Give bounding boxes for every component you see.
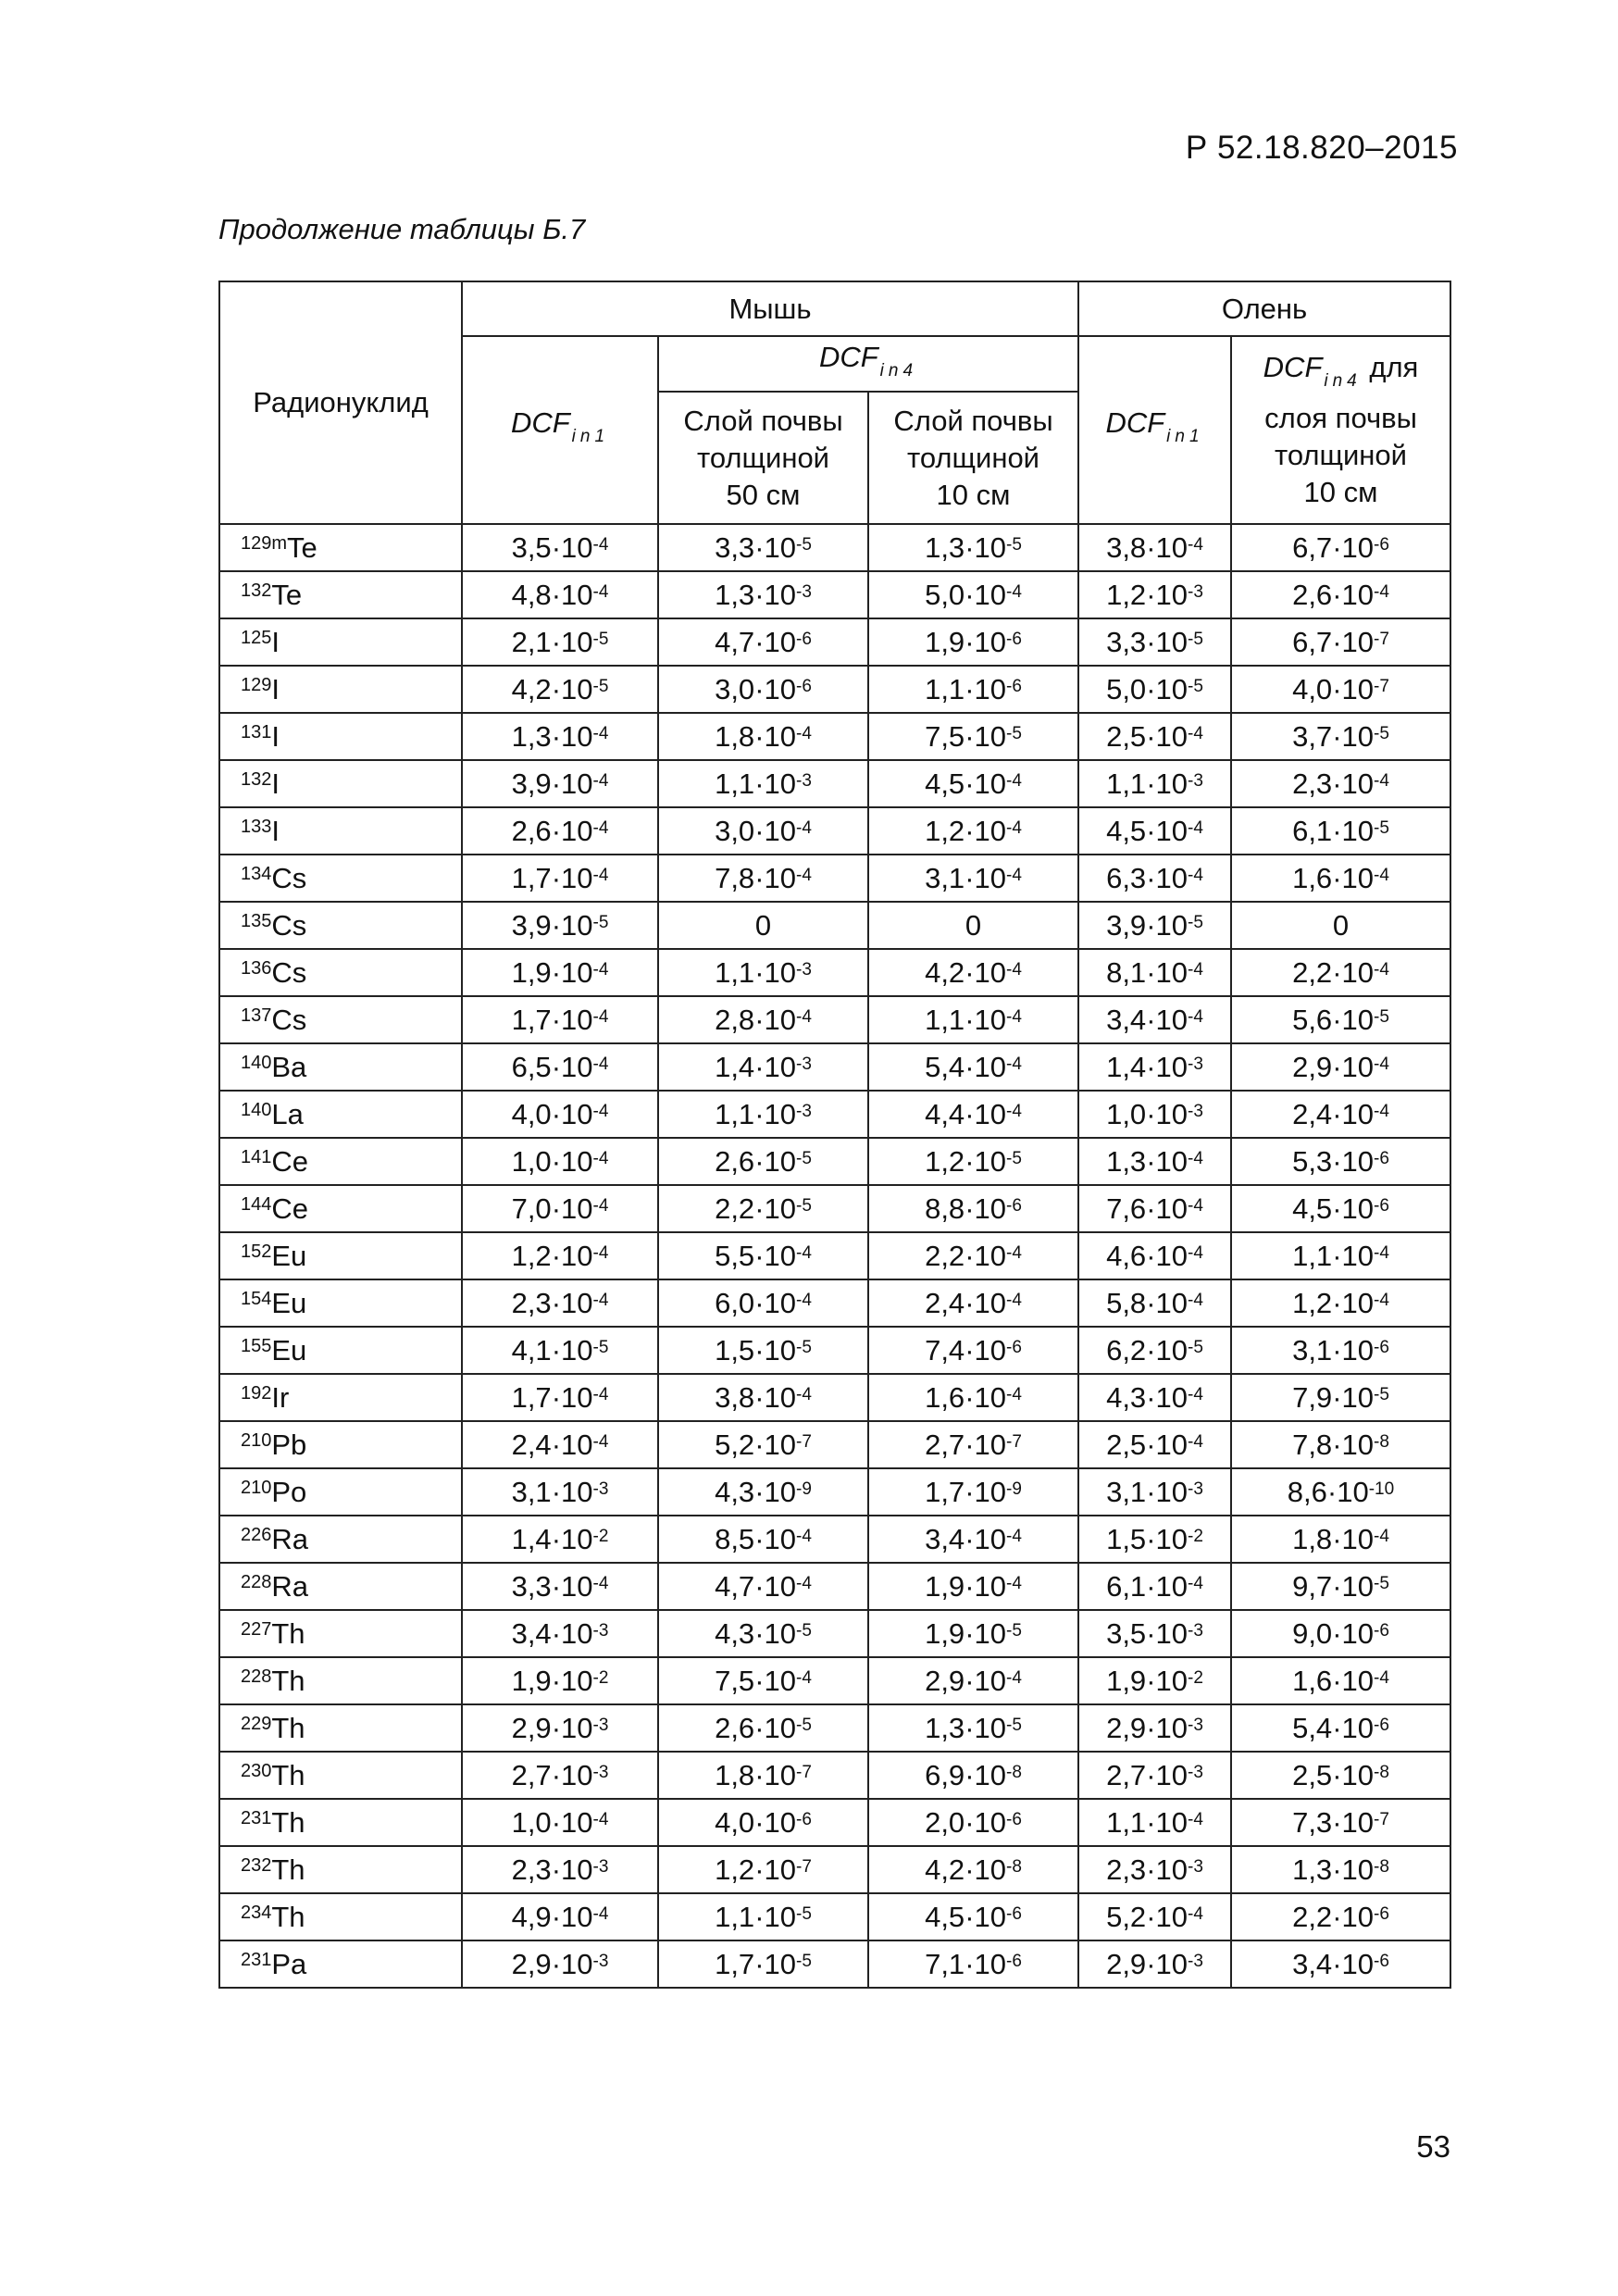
value-cell: $1,4\cdot 10^{-3}$ [658, 1043, 868, 1091]
value-cell: $6,9\cdot 10^{-8}$ [868, 1752, 1078, 1799]
header-radionuclide: Радионуклид [219, 281, 462, 524]
radionuclide-cell: $^{234}$Th [219, 1893, 462, 1940]
radionuclide-cell: $^{136}$Cs [219, 949, 462, 996]
dcf-table [218, 281, 1451, 1989]
value-cell: 0 [868, 902, 1078, 949]
table-row [219, 1185, 1450, 1232]
value-cell: $2,3\cdot 10^{-4}$ [462, 1279, 658, 1327]
table-row [219, 666, 1450, 713]
value-cell: $1,0\cdot 10^{-3}$ [1078, 1091, 1231, 1138]
radionuclide-cell: $^{140}$Ba [219, 1043, 462, 1091]
value-cell: $2,2\cdot 10^{-4}$ [1231, 949, 1450, 996]
value-cell: $4,5\cdot 10^{-4}$ [868, 760, 1078, 807]
value-cell: $1,6\cdot 10^{-4}$ [1231, 1657, 1450, 1704]
value-cell: $5,2\cdot 10^{-4}$ [1078, 1893, 1231, 1940]
value-cell: $5,8\cdot 10^{-4}$ [1078, 1279, 1231, 1327]
value-cell: $2,2\cdot 10^{-5}$ [658, 1185, 868, 1232]
radionuclide-cell: $^{230}$Th [219, 1752, 462, 1799]
value-cell: $2,9\cdot 10^{-4}$ [868, 1657, 1078, 1704]
value-cell: $3,9\cdot 10^{-5}$ [1078, 902, 1231, 949]
table-row [219, 1232, 1450, 1279]
value-cell: $2,7\cdot 10^{-3}$ [462, 1752, 658, 1799]
value-cell: $4,0\cdot 10^{-6}$ [658, 1799, 868, 1846]
table-caption: Продолжение таблицы Б.7 [218, 213, 586, 245]
value-cell: $6,5\cdot 10^{-4}$ [462, 1043, 658, 1091]
value-cell: $2,2\cdot 10^{-4}$ [868, 1232, 1078, 1279]
value-cell: $4,5\cdot 10^{-6}$ [1231, 1185, 1450, 1232]
value-cell: $3,0\cdot 10^{-4}$ [658, 807, 868, 855]
value-cell: $2,9\cdot 10^{-3}$ [462, 1940, 658, 1988]
value-cell: $4,7\cdot 10^{-6}$ [658, 618, 868, 666]
radionuclide-cell: $^{132}$I [219, 760, 462, 807]
table-row [219, 1468, 1450, 1516]
radionuclide-cell: $^{133}$I [219, 807, 462, 855]
value-cell: $1,2\cdot 10^{-4}$ [462, 1232, 658, 1279]
value-cell: $5,3\cdot 10^{-6}$ [1231, 1138, 1450, 1185]
value-cell: $1,2\cdot 10^{-7}$ [658, 1846, 868, 1893]
value-cell: $2,1\cdot 10^{-5}$ [462, 618, 658, 666]
value-cell: $4,0\cdot 10^{-7}$ [1231, 666, 1450, 713]
value-cell: $1,7\cdot 10^{-4}$ [462, 855, 658, 902]
value-cell: $1,9\cdot 10^{-2}$ [1078, 1657, 1231, 1704]
radionuclide-cell: $^{232}$Th [219, 1846, 462, 1893]
value-cell: $2,5\cdot 10^{-4}$ [1078, 713, 1231, 760]
value-cell: $4,5\cdot 10^{-4}$ [1078, 807, 1231, 855]
value-cell: $3,1\cdot 10^{-4}$ [868, 855, 1078, 902]
radionuclide-cell: $^{129}$I [219, 666, 462, 713]
header-mouse-layer-10: Слой почвы толщиной 10 см [868, 392, 1078, 524]
table-row [219, 855, 1450, 902]
value-cell: $1,9\cdot 10^{-5}$ [868, 1610, 1078, 1657]
value-cell: $4,8\cdot 10^{-4}$ [462, 571, 658, 618]
table-row [219, 902, 1450, 949]
value-cell: $4,3\cdot 10^{-5}$ [658, 1610, 868, 1657]
table-row [219, 618, 1450, 666]
radionuclide-cell: $^{125}$I [219, 618, 462, 666]
value-cell: $7,8\cdot 10^{-4}$ [658, 855, 868, 902]
value-cell: $5,5\cdot 10^{-4}$ [658, 1232, 868, 1279]
value-cell: $8,6\cdot 10^{-10}$ [1231, 1468, 1450, 1516]
value-cell: $6,7\cdot 10^{-7}$ [1231, 618, 1450, 666]
header-deer-dcf-in1: DCF $_{in1}$ [1078, 336, 1231, 524]
table-row [219, 1657, 1450, 1704]
value-cell: $1,9\cdot 10^{-6}$ [868, 618, 1078, 666]
value-cell: $1,3\cdot 10^{-5}$ [868, 1704, 1078, 1752]
value-cell: $3,3\cdot 10^{-5}$ [1078, 618, 1231, 666]
value-cell: $3,4\cdot 10^{-3}$ [462, 1610, 658, 1657]
value-cell: $6,1\cdot 10^{-5}$ [1231, 807, 1450, 855]
header-mouse-dcf-in1: DCF $_{in1}$ [462, 336, 658, 524]
radionuclide-cell: $^{192}$Ir [219, 1374, 462, 1421]
header-deer-dcf-in4-10cm: DCF $_{in4}$ для слоя почвы толщиной 10 см [1231, 336, 1450, 524]
value-cell: $1,2\cdot 10^{-3}$ [1078, 571, 1231, 618]
value-cell: $1,7\cdot 10^{-5}$ [658, 1940, 868, 1988]
table-row [219, 949, 1450, 996]
value-cell: $1,6\cdot 10^{-4}$ [868, 1374, 1078, 1421]
radionuclide-cell: $^{134}$Cs [219, 855, 462, 902]
radionuclide-cell: $^{152}$Eu [219, 1232, 462, 1279]
value-cell: $4,3\cdot 10^{-9}$ [658, 1468, 868, 1516]
value-cell: $9,0\cdot 10^{-6}$ [1231, 1610, 1450, 1657]
value-cell: $5,0\cdot 10^{-4}$ [868, 571, 1078, 618]
value-cell: $1,1\cdot 10^{-3}$ [658, 949, 868, 996]
value-cell: $2,3\cdot 10^{-4}$ [1231, 760, 1450, 807]
value-cell: $1,3\cdot 10^{-4}$ [1078, 1138, 1231, 1185]
table-row [219, 1138, 1450, 1185]
value-cell: $2,2\cdot 10^{-6}$ [1231, 1893, 1450, 1940]
table-row [219, 1893, 1450, 1940]
table-row [219, 1327, 1450, 1374]
value-cell: $7,3\cdot 10^{-7}$ [1231, 1799, 1450, 1846]
radionuclide-cell: $^{228}$Th [219, 1657, 462, 1704]
table-row [219, 1752, 1450, 1799]
value-cell: $3,7\cdot 10^{-5}$ [1231, 713, 1450, 760]
table-body [219, 524, 1450, 1988]
value-cell: $2,6\cdot 10^{-4}$ [462, 807, 658, 855]
radionuclide-cell: $^{140}$La [219, 1091, 462, 1138]
value-cell: $1,2\cdot 10^{-5}$ [868, 1138, 1078, 1185]
value-cell: $3,8\cdot 10^{-4}$ [658, 1374, 868, 1421]
radionuclide-cell: $^{155}$Eu [219, 1327, 462, 1374]
table-row [219, 1516, 1450, 1563]
radionuclide-cell: $^{210}$Pb [219, 1421, 462, 1468]
value-cell: $1,3\cdot 10^{-4}$ [462, 713, 658, 760]
value-cell: $7,4\cdot 10^{-6}$ [868, 1327, 1078, 1374]
value-cell: $1,9\cdot 10^{-4}$ [868, 1563, 1078, 1610]
value-cell: $1,0\cdot 10^{-4}$ [462, 1799, 658, 1846]
radionuclide-cell: $^{129m}$Te [219, 524, 462, 571]
value-cell: $1,2\cdot 10^{-4}$ [868, 807, 1078, 855]
value-cell: $2,4\cdot 10^{-4}$ [462, 1421, 658, 1468]
radionuclide-cell: $^{227}$Th [219, 1610, 462, 1657]
value-cell: $1,8\cdot 10^{-4}$ [658, 713, 868, 760]
value-cell: $1,9\cdot 10^{-2}$ [462, 1657, 658, 1704]
value-cell: $5,0\cdot 10^{-5}$ [1078, 666, 1231, 713]
value-cell: $5,2\cdot 10^{-7}$ [658, 1421, 868, 1468]
value-cell: $2,5\cdot 10^{-8}$ [1231, 1752, 1450, 1799]
header-mouse-layer-50: Слой почвы толщиной 50 см [658, 392, 868, 524]
value-cell: $3,5\cdot 10^{-3}$ [1078, 1610, 1231, 1657]
radionuclide-cell: $^{231}$Pa [219, 1940, 462, 1988]
value-cell: $2,6\cdot 10^{-4}$ [1231, 571, 1450, 618]
value-cell: $3,5\cdot 10^{-4}$ [462, 524, 658, 571]
value-cell: $3,9\cdot 10^{-5}$ [462, 902, 658, 949]
table-row [219, 1374, 1450, 1421]
value-cell: $6,7\cdot 10^{-6}$ [1231, 524, 1450, 571]
radionuclide-cell: $^{210}$Po [219, 1468, 462, 1516]
value-cell: $1,7\cdot 10^{-4}$ [462, 996, 658, 1043]
header-mouse: Мышь [462, 281, 1078, 336]
value-cell: $3,3\cdot 10^{-5}$ [658, 524, 868, 571]
value-cell: $2,7\cdot 10^{-7}$ [868, 1421, 1078, 1468]
value-cell: $6,3\cdot 10^{-4}$ [1078, 855, 1231, 902]
radionuclide-cell: $^{154}$Eu [219, 1279, 462, 1327]
radionuclide-cell: $^{144}$Ce [219, 1185, 462, 1232]
table-row [219, 1279, 1450, 1327]
radionuclide-cell: $^{137}$Cs [219, 996, 462, 1043]
value-cell: $2,9\cdot 10^{-3}$ [1078, 1704, 1231, 1752]
value-cell: $7,0\cdot 10^{-4}$ [462, 1185, 658, 1232]
value-cell: $4,2\cdot 10^{-4}$ [868, 949, 1078, 996]
table-row [219, 1610, 1450, 1657]
value-cell: $7,5\cdot 10^{-5}$ [868, 713, 1078, 760]
value-cell: $4,0\cdot 10^{-4}$ [462, 1091, 658, 1138]
table-row [219, 1940, 1450, 1988]
value-cell: $1,4\cdot 10^{-2}$ [462, 1516, 658, 1563]
value-cell: $6,1\cdot 10^{-4}$ [1078, 1563, 1231, 1610]
radionuclide-cell: $^{131}$I [219, 713, 462, 760]
value-cell: $8,8\cdot 10^{-6}$ [868, 1185, 1078, 1232]
value-cell: $4,6\cdot 10^{-4}$ [1078, 1232, 1231, 1279]
value-cell: $3,3\cdot 10^{-4}$ [462, 1563, 658, 1610]
value-cell: $1,1\cdot 10^{-6}$ [868, 666, 1078, 713]
radionuclide-cell: $^{229}$Th [219, 1704, 462, 1752]
value-cell: $1,1\cdot 10^{-5}$ [658, 1893, 868, 1940]
value-cell: $2,4\cdot 10^{-4}$ [868, 1279, 1078, 1327]
table-row [219, 1043, 1450, 1091]
value-cell: $2,4\cdot 10^{-4}$ [1231, 1091, 1450, 1138]
value-cell: $4,7\cdot 10^{-4}$ [658, 1563, 868, 1610]
value-cell: $4,1\cdot 10^{-5}$ [462, 1327, 658, 1374]
value-cell: $2,3\cdot 10^{-3}$ [462, 1846, 658, 1893]
value-cell: $5,4\cdot 10^{-6}$ [1231, 1704, 1450, 1752]
value-cell: $4,2\cdot 10^{-5}$ [462, 666, 658, 713]
value-cell: $2,8\cdot 10^{-4}$ [658, 996, 868, 1043]
value-cell: $9,7\cdot 10^{-5}$ [1231, 1563, 1450, 1610]
value-cell: $1,1\cdot 10^{-4}$ [868, 996, 1078, 1043]
value-cell: $1,3\cdot 10^{-5}$ [868, 524, 1078, 571]
radionuclide-cell: $^{132}$Te [219, 571, 462, 618]
value-cell: $3,4\cdot 10^{-4}$ [868, 1516, 1078, 1563]
radionuclide-cell: $^{135}$Cs [219, 902, 462, 949]
value-cell: $1,1\cdot 10^{-3}$ [658, 760, 868, 807]
radionuclide-cell: $^{141}$Ce [219, 1138, 462, 1185]
value-cell: $1,1\cdot 10^{-4}$ [1078, 1799, 1231, 1846]
radionuclide-cell: $^{226}$Ra [219, 1516, 462, 1563]
value-cell: $2,9\cdot 10^{-3}$ [1078, 1940, 1231, 1988]
table-row [219, 524, 1450, 571]
table-row [219, 1799, 1450, 1846]
value-cell: $5,6\cdot 10^{-5}$ [1231, 996, 1450, 1043]
value-cell: $1,1\cdot 10^{-3}$ [658, 1091, 868, 1138]
value-cell: $7,8\cdot 10^{-8}$ [1231, 1421, 1450, 1468]
table-row [219, 1091, 1450, 1138]
value-cell: $1,8\cdot 10^{-7}$ [658, 1752, 868, 1799]
value-cell: $1,3\cdot 10^{-3}$ [658, 571, 868, 618]
value-cell: $1,1\cdot 10^{-3}$ [1078, 760, 1231, 807]
value-cell: $4,3\cdot 10^{-4}$ [1078, 1374, 1231, 1421]
value-cell: $1,1\cdot 10^{-4}$ [1231, 1232, 1450, 1279]
value-cell: $6,2\cdot 10^{-5}$ [1078, 1327, 1231, 1374]
value-cell: $4,4\cdot 10^{-4}$ [868, 1091, 1078, 1138]
value-cell: $8,1\cdot 10^{-4}$ [1078, 949, 1231, 996]
radionuclide-cell: $^{231}$Th [219, 1799, 462, 1846]
table-row [219, 1563, 1450, 1610]
table-row [219, 996, 1450, 1043]
value-cell: $1,5\cdot 10^{-2}$ [1078, 1516, 1231, 1563]
table-row [219, 571, 1450, 618]
value-cell: $2,7\cdot 10^{-3}$ [1078, 1752, 1231, 1799]
table-row [219, 1846, 1450, 1893]
header-deer: Олень [1078, 281, 1450, 336]
document-code: Р 52.18.820–2015 [1185, 130, 1458, 166]
value-cell: $3,9\cdot 10^{-4}$ [462, 760, 658, 807]
table-row [219, 807, 1450, 855]
value-cell: $1,7\cdot 10^{-4}$ [462, 1374, 658, 1421]
value-cell: $5,4\cdot 10^{-4}$ [868, 1043, 1078, 1091]
table-row [219, 1704, 1450, 1752]
value-cell: $3,4\cdot 10^{-4}$ [1078, 996, 1231, 1043]
table-row [219, 713, 1450, 760]
value-cell: $4,5\cdot 10^{-6}$ [868, 1893, 1078, 1940]
value-cell: 0 [658, 902, 868, 949]
value-cell: $7,1\cdot 10^{-6}$ [868, 1940, 1078, 1988]
value-cell: $1,4\cdot 10^{-3}$ [1078, 1043, 1231, 1091]
value-cell: $3,4\cdot 10^{-6}$ [1231, 1940, 1450, 1988]
value-cell: $3,0\cdot 10^{-6}$ [658, 666, 868, 713]
page-number: 53 [1416, 2129, 1450, 2164]
value-cell: $2,6\cdot 10^{-5}$ [658, 1138, 868, 1185]
value-cell: $3,1\cdot 10^{-6}$ [1231, 1327, 1450, 1374]
value-cell: $2,9\cdot 10^{-3}$ [462, 1704, 658, 1752]
value-cell: $2,6\cdot 10^{-5}$ [658, 1704, 868, 1752]
value-cell: $4,2\cdot 10^{-8}$ [868, 1846, 1078, 1893]
value-cell: $1,7\cdot 10^{-9}$ [868, 1468, 1078, 1516]
value-cell: $6,0\cdot 10^{-4}$ [658, 1279, 868, 1327]
value-cell: $2,0\cdot 10^{-6}$ [868, 1799, 1078, 1846]
value-cell: $2,5\cdot 10^{-4}$ [1078, 1421, 1231, 1468]
table-row [219, 1421, 1450, 1468]
radionuclide-cell: $^{228}$Ra [219, 1563, 462, 1610]
value-cell: $3,1\cdot 10^{-3}$ [1078, 1468, 1231, 1516]
value-cell: $2,3\cdot 10^{-3}$ [1078, 1846, 1231, 1893]
value-cell: $8,5\cdot 10^{-4}$ [658, 1516, 868, 1563]
value-cell: $1,6\cdot 10^{-4}$ [1231, 855, 1450, 902]
value-cell: $3,8\cdot 10^{-4}$ [1078, 524, 1231, 571]
value-cell: $1,9\cdot 10^{-4}$ [462, 949, 658, 996]
value-cell: $1,2\cdot 10^{-4}$ [1231, 1279, 1450, 1327]
value-cell: $2,9\cdot 10^{-4}$ [1231, 1043, 1450, 1091]
value-cell: 0 [1231, 902, 1450, 949]
value-cell: $1,0\cdot 10^{-4}$ [462, 1138, 658, 1185]
value-cell: $7,5\cdot 10^{-4}$ [658, 1657, 868, 1704]
value-cell: $7,9\cdot 10^{-5}$ [1231, 1374, 1450, 1421]
value-cell: $1,5\cdot 10^{-5}$ [658, 1327, 868, 1374]
value-cell: $1,3\cdot 10^{-8}$ [1231, 1846, 1450, 1893]
value-cell: $7,6\cdot 10^{-4}$ [1078, 1185, 1231, 1232]
table-row [219, 760, 1450, 807]
value-cell: $1,8\cdot 10^{-4}$ [1231, 1516, 1450, 1563]
header-mouse-dcf-in4: DCF $_{in4}$ [658, 336, 1078, 392]
value-cell: $4,9\cdot 10^{-4}$ [462, 1893, 658, 1940]
value-cell: $3,1\cdot 10^{-3}$ [462, 1468, 658, 1516]
